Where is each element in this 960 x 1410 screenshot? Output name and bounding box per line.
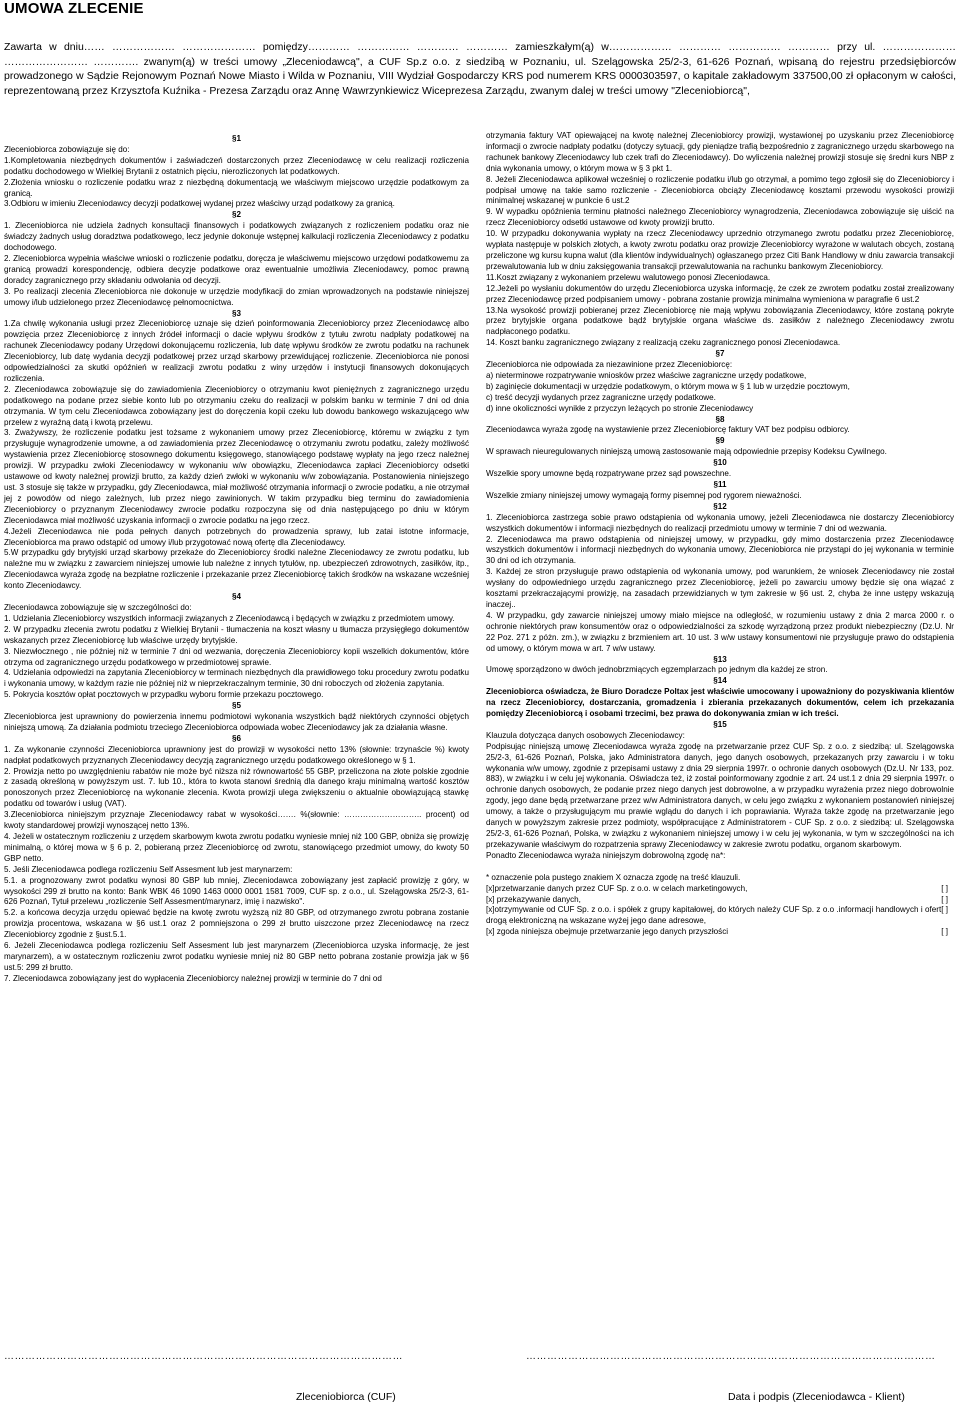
consent-item <box>486 905 954 927</box>
paragraph: c) treść decyzji wydanych przez zagraniczne urzędy podatkowe. <box>486 392 716 402</box>
right-column <box>486 131 954 938</box>
section-heading: §1 <box>231 134 241 143</box>
paragraph: 4. W przypadku, gdy zawarcie niniejszej umowy miało miejsce na odległość, w rozumieniu ustawy z dnia 2 marca 2000 r. o ochronie niektórych praw konsumentów oraz o odpowiedzialności za szkodę wyrządzoną przez produkt niebezpieczny (Dz.U. Nr 22 Poz. 271 z póżn. zm.), w związku z brzmieniem art. 10 ust. 3 w/w ustawy konsumentowi nie przysługuje prawo do odstąpienia od umowy, o którym mowa w art. 7 w/w ustawy. <box>486 610 954 653</box>
paragraph: 3. Po realizacji zlecenia Zleceniobiorca nie dokonuje w urzędzie modyfikacji do zmian wprowadzonych na podstawie niniejszej umowy i/lub udzielonego przez Zleceniodawcę pełnomocnictwa. <box>4 286 469 307</box>
consent-item <box>486 895 954 906</box>
paragraph: 2. Prowizja netto po uwzględnieniu rabatów nie może być niższa niż równowartość 55 GBP, przeliczona na złote polskie zgodnie z zasadą określoną w powyższym ust. 7. lub 10., która to kwota stanowi średnią dla danego kraju minimalną wartość kosztów ponoszonych przez Zleceniobiorcę na wykonanie zlecenia. Kwota prowizji ulega zwiększeniu o aktualnie obowiązującą stawkę podatku od towarów i usług (VAT). <box>4 766 469 809</box>
paragraph: a) nieterminowe rozpatrywanie wniosków przez właściwe zagraniczne urzędy podatkowe, <box>486 370 807 380</box>
paragraph: 1. Zleceniobiorca nie udziela żadnych konsultacji finansowych i podatkowych związanych z rozliczeniem podatku oraz nie świadczy żadnych usług doradztwa podatkowego, lecz jedynie dokonuje wstępnej kalkulacji rozliczenia Zleceniodawcy z podatku dochodowego. <box>4 221 469 253</box>
signature-label-left: Zleceniobiorca (CUF) <box>296 1391 396 1403</box>
paragraph: 10. W przypadku dokonywania wypłaty na rzecz Zleceniodawcy uprzednio otrzymanego zwrotu podatku przez Zleceniobiorcę, wypłata następuje w polskich złotych, a kwoty zwrotu podatku oraz prowizje Zleceniobiorcy wyrażone w walutach obcych, zostaną przeliczone wg kursu kupna walut (dla klientów indywidualnych) ogłaszanego przez Citi Bank Handlowy w dniu zawarcia transakcji przewalutowania lub w dniu zaksięgowania transakcji przewalutowania na rachunku bankowym Zleceniobiorcy. <box>486 229 954 271</box>
paragraph: 1.Za chwilę wykonania usługi przez Zleceniobiorcę uznaje się dzień poinformowania Zleceniobiorcy przez Zleceniodawcę albo powzięcia przez Zleceniobiorcę z innych źródeł informacji o dacie wpływu środków z tytułu zwrotu nadpłaty podatkowej na rachunek Zleceniodawcy podany Urzędowi dokonującemu rozliczenia, lub datę wpływu środków ze zwrotu podatku na rachunek Zleceniobiorcy, lub datę wydania decyzji podatkowej przez urząd skarbowy przewidującej rozliczenie. Zleceniobiorca nie ponosi odpowiedzialności za skutki opóźnień w realizacji zwrotu podatku z winy urzędów i instytucji finansowych dokonujących rozliczenia. <box>4 319 469 383</box>
paragraph: 1. Zleceniobiorca zastrzega sobie prawo odstąpienia od wykonania umowy, jeżeli Zleceniodawca nie dostarczy Zleceniobiorcy wszystkich dokumentów i informacji niezbędnych do realizacji przedmiotu umowy w terminie 7 dni od wezwania. <box>486 512 954 533</box>
paragraph: Klauzula dotycząca danych osobowych Zleceniodawcy: <box>486 730 685 740</box>
paragraph: 14. Koszt banku zagranicznego związany z realizacją czeku zagranicznego ponosi Zleceniodawca. <box>486 338 841 348</box>
signature-line-right: ……………………………………………………………………………………………………… <box>526 1351 936 1362</box>
paragraph: 5.2. a końcowa decyzja urzędu opiewać będzie na kwotę zwrotu wyższą niż 80 GBP, od otrzymanego zwrotu pobrana zostanie prowizja procentowa, wskazana w §6 ust.1 oraz 2 pomniejszona o 299 zł brutto uiszczone przez Zleceniodawcę na rzecz Zleceniobiorcy zgodnie z §ust.5.1. <box>4 908 469 940</box>
paragraph: 5.W przypadku gdy brytyjski urząd skarbowy przekaże do Zleceniobiorcy środki należne Zleceniodawcy ze zwrotu podatku, lub należne mu w związku z zawarciem niniejszej umowie lub należne z innych tytułów, np. ubezpieczeń zdrowotnych, zasiłków, itp., Zleceniodawca wyraża zgodę na bezpłatne rozliczenie i przekazanie przez Zleceniobiorcę takich środków na wskazane wcześniej konto Zleceniodawcy. <box>4 548 469 591</box>
consent-checkbox[interactable]: [ ] <box>941 905 948 915</box>
section-heading: §12 <box>713 501 727 511</box>
section-heading: §2 <box>231 210 241 220</box>
paragraph: 3. Niezwłocznego , nie później niż w terminie 7 dni od wezwania, doręczenia Zleceniobiorcy kopii wszelkich dokumentów, które otrzyma od zagranicznego urzędu podatkowego w przedmiotowej sprawie. <box>4 646 469 667</box>
section-heading: §3 <box>231 308 241 318</box>
consent-checkbox[interactable]: [ ] <box>941 894 948 904</box>
bold-paragraph: Zleceniobiorca oświadcza, że Biuro Doradcze Poltax jest właściwie umocowany i upoważniony do pozyskiwania klientów na rzecz Zleceniobiorcy, dostarczania, gromadzenia i zbierania przekazanych dokumentów, celem ich przekazania pomiędzy Zleceniobiorcą i osobami trzecimi, bez prawa do dokonywania zmian w ich treści. <box>486 687 954 719</box>
left-column <box>4 134 469 985</box>
paragraph: 2. Zleceniodawca zobowiązuje się do zawiadomienia Zleceniobiorcy o otrzymaniu kwot pieniężnych z zagranicznego urzędu podatkowego na podane przez siebie konto lub po otrzymaniu czeku do realizacji w polskim banku w terminie 7 dni od dnia otrzymania. W tym celu Zleceniodawca zobowiązany jest do doręczenia kopii czeku lub dowodu bankowego wskazującego w/w przelew z wyraźną datą i kwotą przelewu. <box>4 384 469 427</box>
consent-text: [x]otrzymywanie od CUF Sp. z o.o. i spółek z grupy kapitałowej, do których należy CUF Sp. z o.o .informacji handlowych i ofert drogą elektroniczną na wskazane wyżej jego dane adresowe, <box>486 905 942 926</box>
consent-checkbox[interactable]: [ ] <box>941 927 948 937</box>
paragraph: Zleceniobiorca zobowiązuje się do: <box>4 144 130 154</box>
consent-text: [x] przekazywanie danych, <box>486 894 581 904</box>
paragraph: Ponadto Zleceniodawca wyraża niniejszym dobrowolną zgodę na*: <box>486 850 726 860</box>
signature-label-right: Data i podpis (Zleceniodawca - Klient) <box>728 1391 905 1403</box>
consent-item <box>486 884 954 895</box>
signature-line-left: …………………………………………………………………………………………………… <box>4 1351 403 1362</box>
paragraph: 11.Koszt związany z wykonaniem przelewu walutowego ponosi Zleceniodawca. <box>486 272 771 282</box>
paragraph: 2. Zleceniobiorca wypełnia właściwe wnioski o rozliczenie podatku, doręcza je właściwemu miejscowo urzędowi podatkowemu za granicą prowadzi korespondencję, odbiera decyzje podatkowe oraz ewentualnie umożliwia Zleceniodawcy, pomoc prawną doradcy zagranicznego przy składaniu odwołania od decyzji. <box>4 253 469 285</box>
paragraph: 7. Zleceniodawca zobowiązany jest do wypłacenia Zleceniobiorcy należnej prowizji w terminie do 7 dni od <box>4 973 382 983</box>
paragraph: Zleceniobiorca jest uprawniony do powierzenia innemu podmiotowi wykonania wszystkich bądź niektórych czynności objętych niniejszą umową. Za działania podmiotu trzeciego Zleceniobiorca odpowiada wobec Zleceniodawcy jak za działania własne. <box>4 712 469 732</box>
section-heading: §8 <box>715 414 725 424</box>
paragraph: Wszelkie spory umowne będą rozpatrywane przez sąd powszechne. <box>486 469 732 479</box>
paragraph: 2. W przypadku zlecenia zwrotu podatku z Wielkiej Brytanii - tłumaczenia na koszt własny u tłumacza przysięgłego dokumentów wskazanych przez Zleceniobiorcę lub właściwe urzędy brytyjskie. <box>4 624 469 645</box>
paragraph: b) zaginięcie dokumentacji w urzędzie podatkowym, o którym mowa w § 1 lub w urzędzie pocztowym, <box>486 381 850 391</box>
document-title: UMOWA ZLECENIE <box>4 0 144 17</box>
paragraph: 13.Na wysokość prowizji pobieranej przez Zleceniobiorcę nie mają wpływu zobowiązania Zleceniodawcy, które zostaną pokryte przez brytyjskie organa podatkowe bądź brytyjskie organa właściwe ds. zasiłków z należnego Zleceniodawcy zwrotu nadpłaconego podatku. <box>486 305 954 337</box>
paragraph: 1. Udzielania Zleceniobiorcy wszystkich informacji związanych z Zleceniodawcą i będących w związku z przedmiotem umowy. <box>4 613 455 623</box>
paragraph: Zleceniodawca wyraża zgodę na wystawienie przez Zleceniobiorcę faktury VAT bez podpisu odbiorcy. <box>486 425 850 435</box>
section-heading: §10 <box>713 458 727 468</box>
section-heading: §9 <box>715 436 725 446</box>
paragraph: otrzymania faktury VAT opiewającej na kwotę należnej Zleceniobiorcy prowizji, wystawionej po uzyskaniu przez Zleceniobiorcę informacji o zwrocie nadpłaty podatku (dotyczy sytuacji, gdy pieniądze trafią bezpośrednio z zagranicznego urzędu skarbowego na rachunek bankowy Zleceniodawcy lub czek trafi do Zleceniodawcy). Do wyliczenia należnej prowizji stosuje się średni kurs NBP z dnia wykonania umowy, o którym mowa w § 3 pkt 1. <box>486 131 954 173</box>
paragraph: 2.Złożenia wniosku o rozliczenie podatku wraz z niezbędną dokumentacją we właściwym miejscowo urzędzie podatkowym za granicą. <box>4 177 469 198</box>
paragraph: 5.1. a prognozowany zwrot podatku wynosi 80 GBP lub mniej, Zleceniodawca zobowiązany jest zapłacić prowizję z góry, w wysokości 299 zł brutto na konto: Bank WBK 46 1090 1463 0000 0001 1581 7009, CUF sp. z o.o., ul. Szelągowska 25/2-3, 61-626 Poznań, Tytuł przelewu „rozliczenie Self Assesment/marynarz, imię i nazwisko". <box>4 875 469 907</box>
paragraph: * oznaczenie pola pustego znakiem X oznacza zgodę na treść klauzuli. <box>486 872 741 882</box>
section-heading: §14 <box>713 676 727 686</box>
paragraph: Wszelkie zmiany niniejszej umowy wymagają formy pisemnej pod rygorem nieważności. <box>486 490 802 500</box>
paragraph: 3. Każdej ze stron przysługuje prawo odstąpienia od wykonania umowy, pod warunkiem, że wniosek Zleceniodawcy nie został wysłany do odpowiedniego urzędu zagranicznego przez Zleceniobiorcę, jeżeli po zawarciu umowy będzie się ona wiązać z kosztami przekraczającymi prowizję, na zasadach przewidzianych w tym zakresie w §6 ust. 2, chyba że inne ustępy wskazują inaczej.. <box>486 567 954 609</box>
intro-paragraph: Zawarta w dniu…… ……………… ………………… pomiędzy………… …………… ………… ………… zamieszkałym(ą) w……………… ………… …………… ………… przy ul. ………………… …………………… …………. zwanym(ą) w treści umowy „Zleceniodawcą", a CUF Sp.z o.o. z siedzibą w Poznaniu, ul. Szelągowska 25/2-3, 61-626 Poznań, wpisaną do rejestru przedsiębiorców prowadzonego w Sądzie Rejonowym Poznań Nowe Miasto i Wilda w Poznaniu, VIII Wydział Gospodarczy KRS pod numerem KRS 0000303597, o kapitale zakładowym 337500,00 zł opłaconym w całości, reprezentowaną przez Krzysztofa Kuźnika - Prezesa Zarządu oraz Annę Wawrzynkiewicz Wiceprezesa Zarządu, zwanym dalej w treści umowy "Zleceniobiorcą", <box>4 41 956 97</box>
paragraph: 5. Pokrycia kosztów opłat pocztowych w przypadku wyboru formie przekazu pocztowego. <box>4 690 324 700</box>
paragraph: Umowę sporządzono w dwóch jednobrzmiących egzemplarzach po jednym dla każdej ze stron. <box>486 665 828 675</box>
consent-checkbox[interactable]: [ ] <box>941 883 948 893</box>
paragraph: 12.Jeżeli po wysłaniu dokumentów do urzędu Zleceniobiorca uzyska informację, że czek ze zwrotem podatku został zrealizowany przez Zleceniodawcę przed podpisaniem umowy - pobrana zostanie prowizja minimalna wymieniona w paragrafie 6 ust.2 <box>486 283 954 304</box>
paragraph: 9. W wypadku opóźnienia terminu płatności należnego Zleceniobiorcy wynagrodzenia, Zleceniodawca zobowiązuje się uiścić na rzecz Zleceniobiorcy odsetki ustawowe od kwoty prowizji brutto. <box>486 207 954 228</box>
consent-text: [x] zgoda niniejsza obejmuje przetwarzanie jego danych przyszłości <box>486 927 729 937</box>
paragraph: 1. Za wykonanie czynności Zleceniobiorca uprawniony jest do prowizji w wysokości netto 13% (słownie: trzynaście %) kwoty nadpłat podatkowych przyznanych Zleceniodawcy decyzją zagranicznego urzędu podatkowego określonego w § 1. <box>4 744 469 765</box>
paragraph: Zleceniobiorca nie odpowiada za niezawinione przez Zleceniobiorcę: <box>486 360 733 370</box>
paragraph: Zleceniodawca zobowiązuje się w szczególności do: <box>4 602 192 612</box>
paragraph: 2. Zleceniodawca ma prawo odstąpienia od niniejszej umowy, w przypadku, gdy mimo dostarczenia przez Zleceniodawcę wszystkich dokumentów i informacji niezbędnych do wykonania umowy, Zleceniobiorca nie przystąpi do jej wykonania w terminie 30 dni od ich otrzymania. <box>486 534 954 566</box>
consent-text: [x]przetwarzanie danych przez CUF Sp. z o.o. w celach marketingowych, <box>486 883 748 893</box>
section-heading: §5 <box>231 701 241 711</box>
section-heading: §4 <box>231 592 241 602</box>
paragraph: 4. Udzielania odpowiedzi na zapytania Zleceniobiorcy w terminach niezbędnych dla prawidłowego toku procedury zwrotu podatku i wykonania umowy, w każdym razie nie później niż w nieprzekraczalnym terminie, 30 dni roboczych od złożenia zapytania. <box>4 668 469 689</box>
paragraph: 1.Kompletowania niezbędnych dokumentów i zaświadczeń dostarczonych przez Zleceniodawcę w celu realizacji rozliczenia podatku dochodowego w Wielkiej Brytanii z ostatnich pięciu, nierozliczonych lat podatkowych. <box>4 155 469 176</box>
spacer <box>486 862 954 873</box>
paragraph: W sprawach nieuregulowanych niniejszą umową zastosowanie mają odpowiednie przepisy Kodeksu Cywilnego. <box>486 447 887 457</box>
paragraph: 6. Jeżeli Zleceniodawca podlega rozliczeniu Self Assesment lub jest marynarzem (Zleceniobiorca uzyska informację, że jest marynarzem), a w ostatecznym rozliczeniu zwrot podatku wyniesie mniej niż 80 GBP netto pobrana zostanie prowizja jak w §6 ust.5: 299 zł brutto. <box>4 941 469 972</box>
paragraph: d) inne okoliczności wynikłe z przyczyn leżących po stronie Zleceniodawcy <box>486 403 754 413</box>
paragraph: 5. Jeśli Zleceniodawca podlega rozliczeniu Self Assesment lub jest marynarzem: <box>4 864 293 874</box>
section-heading: §15 <box>713 719 727 729</box>
paragraph: 8. Jeżeli Zleceniodawca aplikował wcześniej o rozliczenie podatku i/lub go otrzymał, a pomimo tego zgłosił się do Zleceniobiorcy i podpisał umowę na takie samo rozliczenie - Zleceniobiorca obciąży Zleceniodawcę kosztami przewodu wysokości prowizji minimalnej wskazanej w punkcie 6 ust.2 <box>486 174 954 206</box>
paragraph: 3.Odbioru w imieniu Zleceniodawcy decyzji podatkowej wydanej przez właściwy urząd podatkowy za granicą. <box>4 199 395 209</box>
section-heading: §11 <box>713 480 727 489</box>
section-heading: §13 <box>713 654 727 664</box>
paragraph: Podpisując niniejszą umowę Zleceniodawca wyraża zgodę na przetwarzanie przez CUF Sp. z o.o. z siedzibą: ul. Szelągowska 25/2-3, 61-626 Poznań, Polska, jako Administratora danych, jego danych osobowych, przekazanych przy zawarciu i w toku wykonania w/w umowy, zgodnie z przepisami ustawy z dnia 29 sierpnia 1997r. o ochronie danych osobowych (Dz.U. Nr 133, poz. 883), w związku i w celu jej wykonania. Oświadcza też, iż został poinformowany zgodnie z art. 24 ust.1 z dnia 29 sierpnia 1997r. o ochronie danych osobowych, że podanie przez niego danych jest dobrowolne, a w przypadku wyrażenia przez niego dobrowolnie zgody, jego dane będą przetwarzane przez w/w Administratora danych, w celu jego związku z wykonaniem postanowień niniejszej umowy, a także o przysługującym mu prawie wglądu do danych i ich poprawiania. Wyraża także zgodę na przetwarzanie jego danych w powyższym zakresie przez podmioty, współpracujące z Administratorem - CUF Sp. z o.o. z siedzibą: ul. Szelągowska 25/2-3, 61-626 Poznań, Polska, w związku z wykonaniem niniejszej umowy i w celu jej wykonania, w tym w szczególności na ich przekazywanie właściwym do rozpatrzenia sprawy Zleceniodawcy w zakresie zwrotu podatku, organom skarbowym. <box>486 741 954 849</box>
paragraph: 4. Jeżeli w ostatecznym rozliczeniu z urzędem skarbowym kwota zwrotu podatku wyniesie mniej niż 100 GBP, obniża się prowizję minimalną, o której mowa w § 6 p. 2, pobieraną przez Zleceniobiorcę od zwrotu, stanowiącego przedmiot umowy, do kwoty 50 GBP netto. <box>4 832 469 863</box>
consent-item <box>486 927 954 938</box>
section-heading: §6 <box>231 733 241 743</box>
paragraph: 3. Zważywszy, że rozliczenie podatku jest tożsame z wykonaniem umowy przez Zleceniobiorcę, któremu w związku z tym przysługuje wynagrodzenie umowne, a od zawiadomienia przez Zleceniodawcę o otrzymaniu zwrotu podatku, zależy możliwość wystawienia przez Zleceniobiorcę stosownego dokumentu księgowego, stanowiącego podstawę wypłaty na jego rzecz należnej prowizji. W przypadku zwłoki Zleceniodawcy w wykonaniu w/w obowiązku, Zleceniodawca zapłaci Zleceniobiorcy odsetki ustawowe od kwoty należnej prowizji brutto, za każdy dzień zwłoki w wykonaniu w/w zobowiązania. Postanowienia niniejszego ust. 3 stosuje się także w przypadku, gdy Zleceniodawca, miał możliwość otrzymania informacji o zwrocie podatku, a nie otrzymał jej z powodów od niego zależnych, lub przez niego zawinionych. W takim przypadku bieg terminu do zawiadomienia Zleceniobiorcy o przyznanym Zleceniodawcy zwrocie podatku rozpoczyna się od dnia następującego po dniu w którym Zleceniodawca miał możliwość uzyskania informacji o zwrocie podatku na jego rzecz. <box>4 428 469 525</box>
paragraph: 4.Jeżeli Zleceniodawca nie poda pełnych danych potrzebnych do prowadzenia sprawy, lub zatai istotne informacje, Zleceniobiorca ma prawo odstąpić od umowy i/lub przygotować nową ofertę dla Zleceniodawcy. <box>4 526 469 547</box>
paragraph: 3.Zleceniobiorca niniejszym przyznaje Zleceniodawcy rabat w wysokości……. %(słownie: ……………………….. procent) od kwoty standardowej prowizji wynoszącej netto 13%. <box>4 810 469 831</box>
section-heading: §7 <box>715 349 725 359</box>
